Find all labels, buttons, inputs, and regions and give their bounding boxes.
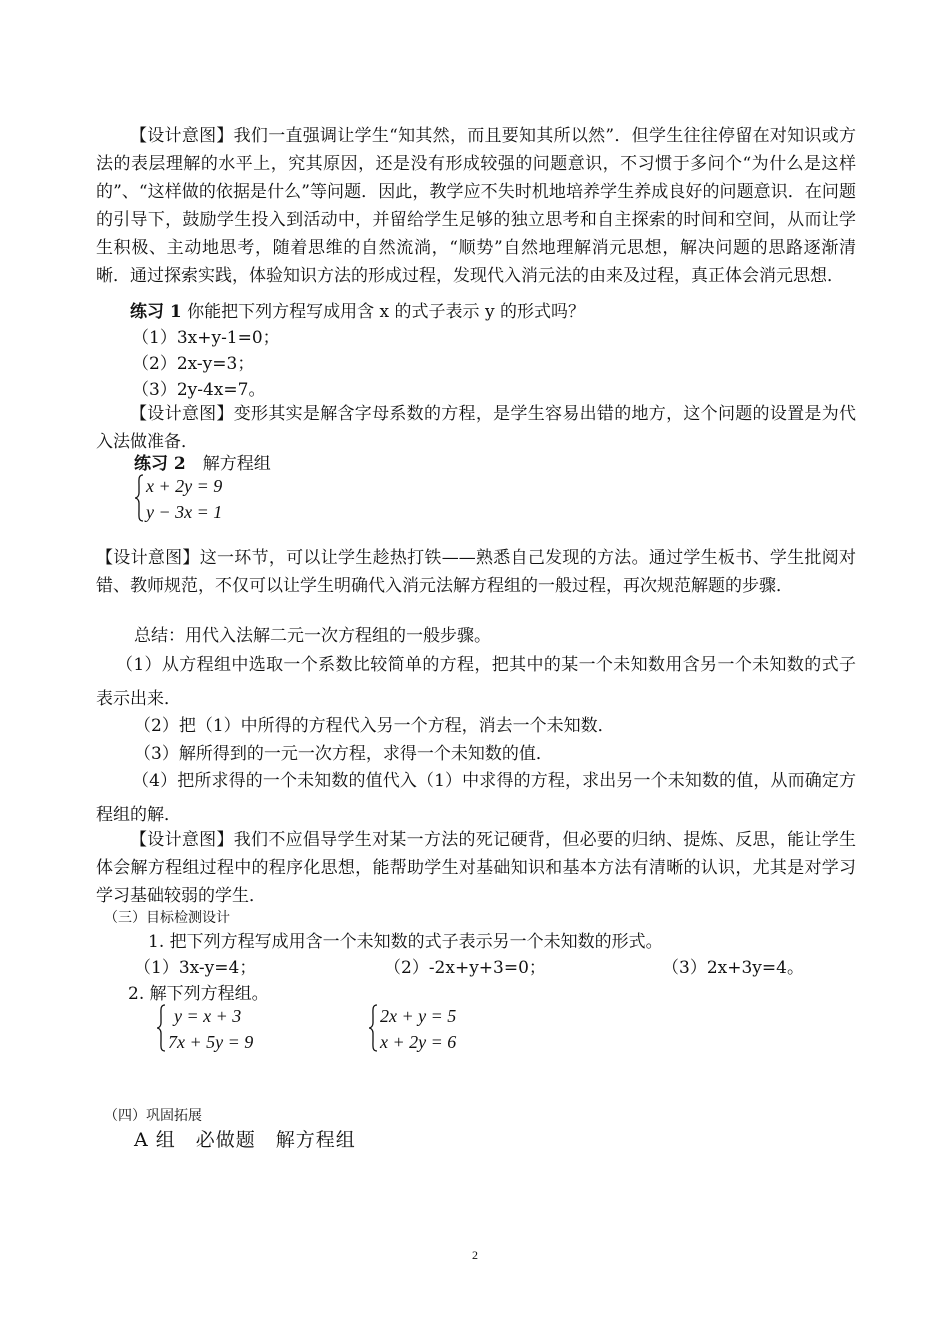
section-4-title: （四）巩固拓展	[104, 1108, 202, 1124]
page-number: 2	[472, 1248, 478, 1262]
system-b-equation-2: x + 2y = 6	[380, 1032, 457, 1052]
exercise-1-item-2: （2）2x-y=3；	[132, 354, 255, 374]
section-3-q1-item-3: （3）2x+3y=4。	[662, 958, 804, 978]
design-intent-paragraph-1: 【设计意图】我们一直强调让学生“知其然，而且要知其所以然”．但学生往往停留在对知识或方法的表层理解的水平上，究其原因，还是没有形成较强的问题意识，不习惯于多问个“为什么是这样的”、“这样做的依据是什么”等问题．因此，教学应不失时机地培养学生养成良好的问题意识．在问题的引导下，鼓励学生投入到活动中，并留给学生足够的独立思考和自主探索的时间和空间，从而让学生积极、主动地思考，随着思维的自然流淌，“顺势”自然地理解消元思想，解决问题的思路逐渐清晰．通过探索实践，体验知识方法的形成过程，发现代入消元法的由来及过程，真正体会消元思想．	[96, 126, 856, 286]
section-4-group: A 组 必做题 解方程组	[134, 1129, 356, 1151]
section-3-title: （三）目标检测设计	[104, 910, 230, 926]
summary-step-2: （2）把（1）中所得的方程代入另一个方程，消去一个未知数．	[134, 716, 615, 736]
design-intent-paragraph-3: 【设计意图】这一环节，可以让学生趁热打铁——熟悉自己发现的方法。通过学生板书、学生批阅对错、教师规范，不仅可以让学生明确代入消元法解方程组的一般过程，再次规范解题的步骤．	[96, 548, 856, 596]
exercise-2-label: 练习 2	[134, 454, 186, 474]
exercise-1-line	[96, 300, 585, 324]
design-intent-paragraph-2: 【设计意图】变形其实是解含字母系数的方程，是学生容易出错的地方，这个问题的设置是为代入法做准备．	[96, 404, 856, 452]
exercise-1-item-3: （3）2y-4x=7。	[132, 380, 266, 400]
design-intent-paragraph-4: 【设计意图】我们不应倡导学生对某一方法的死记硬背，但必要的归纳、提炼、反思，能让学生体会解方程组过程中的程序化思想，能帮助学生对基础知识和基本方法有清晰的认识，尤其是对学习学习基础较弱的学生．	[96, 830, 856, 906]
exercise-1-item-1: （1）3x+y-1=0；	[132, 328, 280, 348]
exercise-2-title: 解方程组	[202, 454, 271, 474]
summary-step-4: （4）把所求得的一个未知数的值代入（1）中求得的方程，求出另一个未知数的值，从而确定方程组的解．	[96, 771, 856, 825]
exercise-1-question: 你能把下列方程写成用含 x 的式子表示 y 的形式吗？	[187, 302, 585, 322]
exercise-1-label: 练习 1	[130, 302, 182, 322]
exercise-2-equation-1: x + 2y = 9	[146, 476, 223, 496]
section-3-q1-item-2: （2）-2x+y+3=0；	[384, 958, 546, 978]
summary-step-1: （1）从方程组中选取一个系数比较简单的方程，把其中的某一个未知数用含另一个未知数的式子表示出来．	[96, 655, 856, 709]
section-3-q1-item-1: （1）3x-y=4；	[134, 958, 257, 978]
section-3-question-1: 1. 把下列方程写成用含一个未知数的式子表示另一个未知数的形式。	[148, 932, 663, 952]
exercise-2-line	[134, 452, 271, 476]
system-a-equation-2: 7x + 5y = 9	[168, 1032, 254, 1052]
system-b-equation-1: 2x + y = 5	[380, 1006, 457, 1026]
exercise-2-equation-2: y − 3x = 1	[146, 502, 223, 522]
summary-step-3: （3）解所得到的一元一次方程，求得一个未知数的值．	[134, 744, 553, 764]
summary-title: 总结：用代入法解二元一次方程组的一般步骤。	[134, 626, 491, 646]
system-a-equation-1: y = x + 3	[174, 1006, 242, 1026]
left-brace-icon	[134, 474, 144, 522]
left-brace-icon	[368, 1004, 378, 1052]
section-3-question-2: 2. 解下列方程组。	[128, 984, 269, 1004]
left-brace-icon	[156, 1004, 166, 1052]
